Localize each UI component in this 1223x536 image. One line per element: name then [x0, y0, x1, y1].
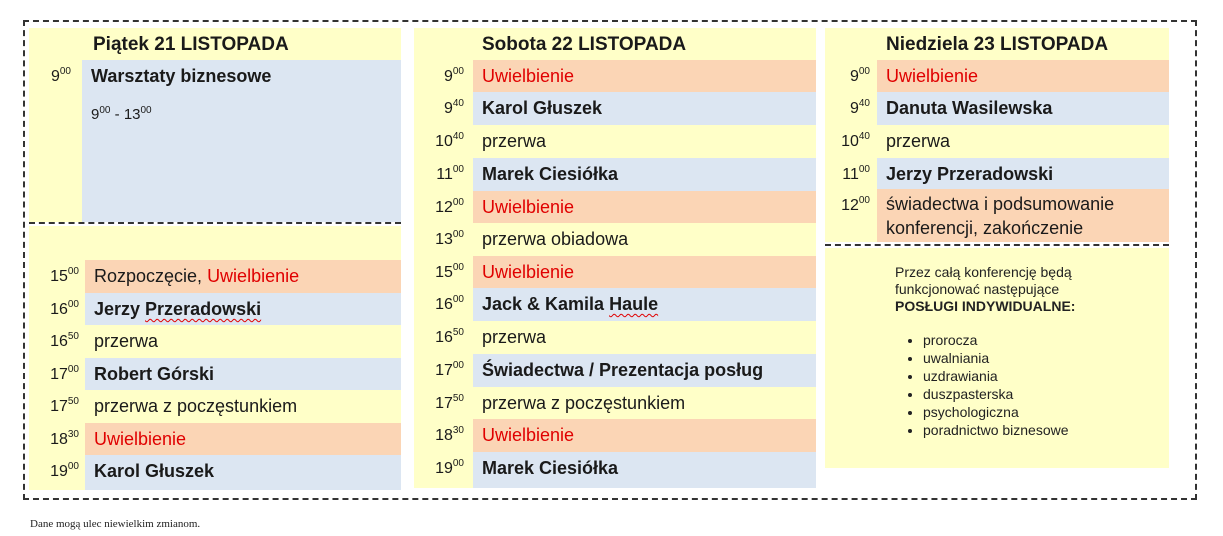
event-label: Karol Głuszek — [94, 461, 215, 481]
time-label: $16^{50}$ — [435, 327, 464, 346]
event-cell — [473, 387, 816, 419]
time-label: $10^{40}$ — [841, 131, 870, 150]
workshop-time-range: $9^{00} - 13^{00}$ — [91, 105, 152, 123]
event-cell — [877, 189, 1169, 242]
sunday-row — [825, 92, 1169, 125]
saturday-row — [414, 256, 816, 288]
service-item: • poradnictwo biznesowe — [923, 421, 1075, 439]
saturday-row — [414, 321, 816, 354]
time-label: $16^{00}$ — [50, 299, 79, 318]
time-label: $17^{00}$ — [50, 364, 79, 383]
friday-column — [29, 28, 401, 490]
friday-row — [29, 358, 401, 390]
event-label: Danuta Wasilewska — [886, 98, 1053, 118]
event-label: przerwa — [482, 327, 547, 347]
event-cell — [473, 158, 816, 191]
event-label: Karol Głuszek — [482, 98, 603, 118]
event-cell — [473, 419, 816, 452]
event-cell — [473, 223, 816, 256]
service-item: • duszpasterska — [923, 385, 1075, 403]
friday-morning-row — [29, 60, 401, 222]
saturday-row — [414, 419, 816, 452]
event-cell — [473, 191, 816, 223]
event-label: przerwa — [482, 131, 547, 151]
saturday-row — [414, 60, 816, 92]
time-label: $9^{00}$ — [50, 66, 71, 85]
time-label: $15^{00}$ — [435, 262, 464, 281]
event-cell — [85, 260, 401, 293]
saturday-row — [414, 288, 816, 321]
event-cell — [85, 325, 401, 358]
time-label: $13^{00}$ — [435, 229, 464, 248]
event-label: Jack & Kamila Haule — [482, 294, 659, 314]
time-label: $19^{00}$ — [435, 458, 464, 477]
event-cell — [473, 125, 816, 158]
services-note — [895, 264, 1075, 439]
service-item: • prorocza — [923, 331, 1075, 349]
event-label: Uwielbienie — [482, 262, 575, 282]
saturday-title: Sobota 22 LISTOPADA — [482, 34, 687, 55]
schedule-frame — [23, 20, 1197, 500]
sunday-title: Niedziela 23 LISTOPADA — [886, 34, 1109, 55]
sunday-row — [825, 189, 1169, 242]
event-cell — [877, 60, 1169, 92]
event-cell — [877, 158, 1169, 189]
time-label: $12^{00}$ — [435, 197, 464, 216]
friday-row — [29, 325, 401, 358]
sunday-divider — [825, 244, 1169, 246]
event-cell — [877, 125, 1169, 158]
note-line: funkcjonować następujące — [895, 281, 1060, 297]
friday-divider — [29, 222, 401, 224]
note-line: Przez całą konferencję będą — [895, 264, 1072, 280]
event-label: Uwielbienie — [482, 66, 575, 86]
friday-row — [29, 390, 401, 423]
services-list — [895, 331, 1075, 439]
time-label: $17^{50}$ — [435, 393, 464, 412]
event-cell — [473, 452, 816, 488]
event-label: Uwielbienie — [482, 197, 575, 217]
event-cell — [473, 256, 816, 288]
sunday-row — [825, 125, 1169, 158]
time-label: $16^{00}$ — [435, 294, 464, 313]
service-item: • psychologiczna — [923, 403, 1075, 421]
service-item: • uzdrawiania — [923, 367, 1075, 385]
event-label: Robert Górski — [94, 364, 215, 384]
friday-header — [29, 28, 401, 60]
event-cell — [85, 455, 401, 490]
friday-row — [29, 260, 401, 293]
event-label: przerwa — [94, 331, 159, 351]
event-cell — [85, 293, 401, 325]
event-label: Rozpoczęcie, Uwielbienie — [94, 266, 300, 286]
saturday-row — [414, 223, 816, 256]
saturday-row — [414, 387, 816, 419]
saturday-header — [414, 28, 816, 60]
friday-workshop-cell — [82, 60, 401, 222]
event-cell — [877, 92, 1169, 125]
event-cell — [85, 358, 401, 390]
event-cell — [85, 390, 401, 423]
sunday-column — [825, 28, 1169, 468]
saturday-row — [414, 354, 816, 387]
event-label: Jerzy Przeradowski — [94, 299, 262, 319]
event-label: świadectwa i podsumowanie — [886, 194, 1115, 214]
event-label: przerwa — [886, 131, 951, 151]
workshop-title: Warsztaty biznesowe — [91, 66, 272, 86]
saturday-column — [414, 28, 816, 490]
note-line: POSŁUGI INDYWIDUALNE: — [895, 298, 1076, 314]
service-item: • uwalniania — [923, 349, 1075, 367]
event-cell — [473, 321, 816, 354]
event-label: przerwa z poczęstunkiem — [482, 393, 686, 413]
time-label: $9^{40}$ — [443, 98, 464, 117]
saturday-row — [414, 452, 816, 488]
event-label: Marek Ciesiółka — [482, 164, 619, 184]
saturday-row — [414, 125, 816, 158]
event-label: przerwa z poczęstunkiem — [94, 396, 298, 416]
event-cell — [473, 60, 816, 92]
friday-row — [29, 423, 401, 455]
sunday-row — [825, 158, 1169, 189]
event-cell — [473, 288, 816, 321]
sunday-row — [825, 60, 1169, 92]
event-cell — [473, 92, 816, 125]
time-label: $17^{50}$ — [50, 396, 79, 415]
time-label: $15^{00}$ — [50, 266, 79, 285]
event-label: Uwielbienie — [94, 429, 187, 449]
event-label: Marek Ciesiółka — [482, 458, 619, 478]
friday-row — [29, 293, 401, 325]
event-cell — [85, 423, 401, 455]
event-label: Świadectwa / Prezentacja posług — [482, 360, 764, 380]
time-label: $18^{30}$ — [435, 425, 464, 444]
friday-gap — [29, 226, 401, 260]
time-label: $9^{00}$ — [849, 66, 870, 85]
time-label: $17^{00}$ — [435, 360, 464, 379]
time-label: $12^{00}$ — [841, 195, 870, 214]
event-label: Jerzy Przeradowski — [886, 164, 1054, 184]
saturday-row — [414, 92, 816, 125]
saturday-row — [414, 191, 816, 223]
event-label: Uwielbienie — [886, 66, 979, 86]
time-label: $9^{40}$ — [849, 98, 870, 117]
time-label: $16^{50}$ — [50, 331, 79, 350]
time-label: $11^{00}$ — [842, 164, 870, 183]
time-label: $11^{00}$ — [436, 164, 464, 183]
sunday-header — [825, 28, 1169, 60]
time-label: $19^{00}$ — [50, 461, 79, 480]
event-cell — [473, 354, 816, 387]
time-label: $18^{30}$ — [50, 429, 79, 448]
time-label: $10^{40}$ — [435, 131, 464, 150]
friday-title: Piątek 21 LISTOPADA — [93, 34, 289, 55]
time-label: $9^{00}$ — [443, 66, 464, 85]
event-label: Uwielbienie — [482, 425, 575, 445]
footer-note: Dane mogą ulec niewielkim zmianom. — [30, 518, 201, 530]
event-label-line2: konferencji, zakończenie — [886, 218, 1084, 238]
services-note-box — [825, 248, 1169, 468]
friday-row — [29, 455, 401, 490]
saturday-row — [414, 158, 816, 191]
event-label: przerwa obiadowa — [482, 229, 629, 249]
